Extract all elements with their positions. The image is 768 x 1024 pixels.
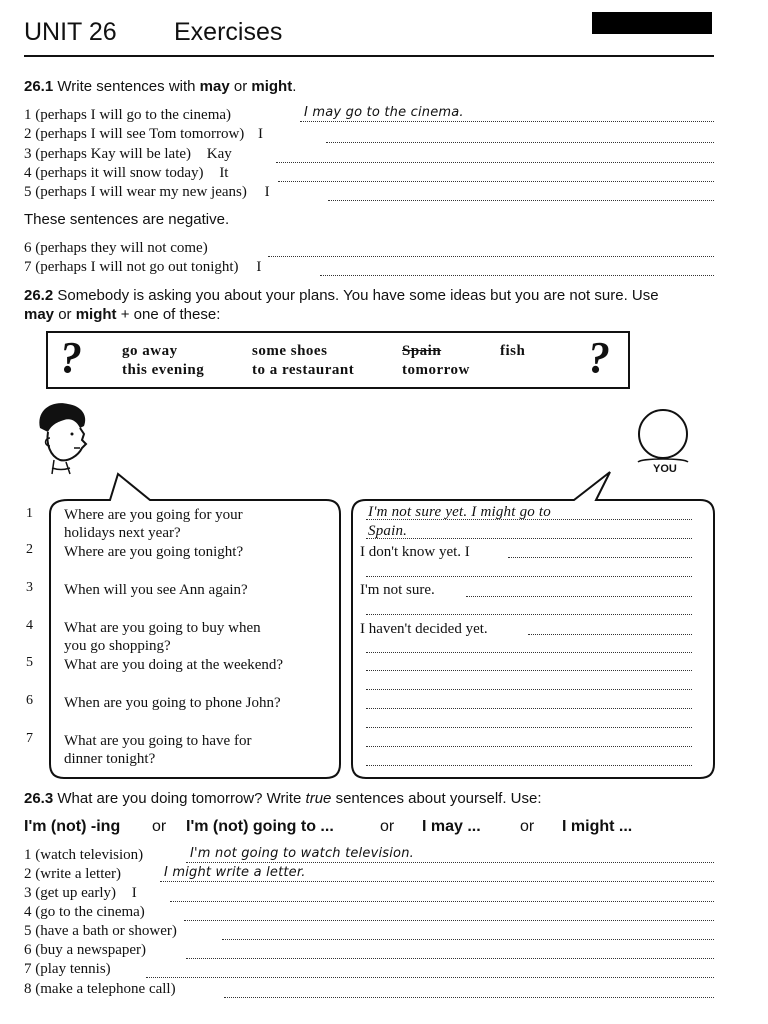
person-illustration — [30, 398, 100, 478]
answer-4-field[interactable] — [528, 634, 692, 635]
header-rule — [24, 55, 714, 57]
option-fish: fish — [500, 343, 526, 359]
question-4: What are you going to buy when you go shopping? — [64, 620, 261, 654]
or-2: or — [380, 818, 395, 835]
ex1-answer-1[interactable]: I may go to the cinema. — [300, 104, 714, 122]
question-6: When are you going to phone John? — [64, 695, 281, 711]
ex3-item-6: 6 (buy a newspaper) — [24, 942, 147, 958]
q-num-2: 2 — [26, 542, 33, 557]
question-3: When will you see Ann again? — [64, 582, 248, 598]
answer-line — [366, 538, 692, 539]
answer-4-start: I haven't decided yet. — [360, 621, 488, 637]
ex1-answer-4[interactable] — [278, 164, 714, 182]
ex3-answer-8[interactable] — [224, 980, 714, 998]
ex1-item-7: 7 (perhaps I will not go out tonight) I — [24, 259, 262, 275]
you-label: YOU — [653, 463, 677, 475]
ex3-item-1: 1 (watch television) — [24, 847, 144, 863]
ex3-item-7: 7 (play tennis) — [24, 961, 111, 977]
answer-3-field-2[interactable] — [366, 614, 692, 615]
ex3-item-3: 3 (get up early) I — [24, 885, 137, 901]
answer-7-field-2[interactable] — [366, 765, 692, 766]
ex3-number: 26.3 — [24, 790, 54, 807]
answer-3-start: I'm not sure. — [360, 582, 435, 598]
ex1-answer-3[interactable] — [276, 145, 714, 163]
ex1-item-1: 1 (perhaps I will go to the cinema) — [24, 107, 232, 123]
ex3-answer-5[interactable] — [222, 922, 714, 940]
ex2-number: 26.2 — [24, 287, 54, 304]
ex1-item-5: 5 (perhaps I will wear my new jeans) I — [24, 184, 270, 200]
q-num-5: 5 — [26, 655, 33, 670]
ex3-answer-2[interactable]: I might write a letter. — [160, 864, 714, 882]
answer-4-field-2[interactable] — [366, 652, 692, 653]
ex2-instruction: 26.2 Somebody is asking you about your plans. You have some ideas but you are not sure. Use may or might + one of these: — [24, 287, 659, 323]
q-num-4: 4 — [26, 618, 33, 633]
option-spain: Spain — [402, 343, 442, 359]
question-2: Where are you going tonight? — [64, 544, 244, 560]
answer-2-start: I don't know yet. I — [360, 544, 470, 560]
q-num-7: 7 — [26, 731, 33, 746]
ex1-item-3: 3 (perhaps Kay will be late) Kay — [24, 146, 232, 162]
answer-5-field-2[interactable] — [366, 689, 692, 690]
question-5: What are you doing at the weekend? — [64, 657, 284, 673]
or-1: or — [152, 818, 167, 835]
header-black-tab — [592, 12, 712, 34]
answer-line — [366, 519, 692, 520]
ex1-number: 26.1 — [24, 78, 54, 95]
ex3-answer-3[interactable] — [170, 884, 714, 902]
form-ing: I'm (not) -ing — [24, 818, 121, 835]
ex3-item-5: 5 (have a bath or shower) — [24, 923, 177, 939]
ex3-item-2: 2 (write a letter) — [24, 866, 122, 882]
ex1-negative-note: These sentences are negative. — [24, 211, 230, 228]
answer-5-field[interactable] — [366, 670, 692, 671]
options-box — [46, 331, 630, 389]
answer-6-field[interactable] — [366, 708, 692, 709]
ex3-answer-6[interactable] — [186, 941, 714, 959]
q-num-1: 1 — [26, 506, 33, 521]
option-go-away: go away — [122, 343, 178, 359]
option-tomorrow: tomorrow — [402, 362, 470, 378]
question-mark-left: ? — [60, 333, 82, 382]
answer-2-field[interactable] — [508, 557, 692, 558]
ex3-answer-7[interactable] — [146, 960, 714, 978]
option-to-a-restaurant: to a restaurant — [252, 362, 355, 378]
ex3-item-8: 8 (make a telephone call) — [24, 981, 176, 997]
answer-7-field[interactable] — [366, 746, 692, 747]
option-this-evening: this evening — [122, 362, 205, 378]
ex1-answer-7[interactable] — [320, 258, 714, 276]
q-num-3: 3 — [26, 580, 33, 595]
ex1-answer-6[interactable] — [268, 239, 714, 257]
ex1-answer-5[interactable] — [328, 183, 714, 201]
question-mark-right: ? — [588, 333, 610, 382]
form-going-to: I'm (not) going to ... — [186, 818, 334, 835]
ex1-item-2: 2 (perhaps I will see Tom tomorrow) I — [24, 126, 264, 142]
form-might: I might ... — [562, 818, 633, 835]
form-may: I may ... — [422, 818, 481, 835]
answer-1-line1: I'm not sure yet. I might go to — [368, 504, 551, 520]
answer-6-field-2[interactable] — [366, 727, 692, 728]
ex3-answer-1[interactable]: I'm not going to watch television. — [186, 845, 714, 863]
ex1-item-4: 4 (perhaps it will snow today) It — [24, 165, 229, 181]
answer-1-line2: Spain. — [368, 523, 408, 539]
page-title: Exercises — [174, 18, 283, 46]
q-num-6: 6 — [26, 693, 33, 708]
question-7: What are you going to have for dinner tonight? — [64, 733, 252, 767]
unit-label: UNIT 26 — [24, 18, 117, 46]
ex1-answer-2[interactable] — [326, 125, 714, 143]
answer-3-field[interactable] — [466, 596, 692, 597]
option-some-shoes: some shoes — [252, 343, 328, 359]
ex3-answer-4[interactable] — [184, 903, 714, 921]
answer-2-field-2[interactable] — [366, 576, 692, 577]
ex1-item-6: 6 (perhaps they will not come) — [24, 240, 208, 256]
question-1: Where are you going for your holidays next year? — [64, 507, 243, 541]
ex3-instruction: 26.3 What are you doing tomorrow? Write true sentences about yourself. Use: — [24, 790, 542, 807]
ex3-item-4: 4 (go to the cinema) — [24, 904, 145, 920]
ex1-instruction: 26.1 Write sentences with may or might. — [24, 78, 297, 95]
or-3: or — [520, 818, 535, 835]
